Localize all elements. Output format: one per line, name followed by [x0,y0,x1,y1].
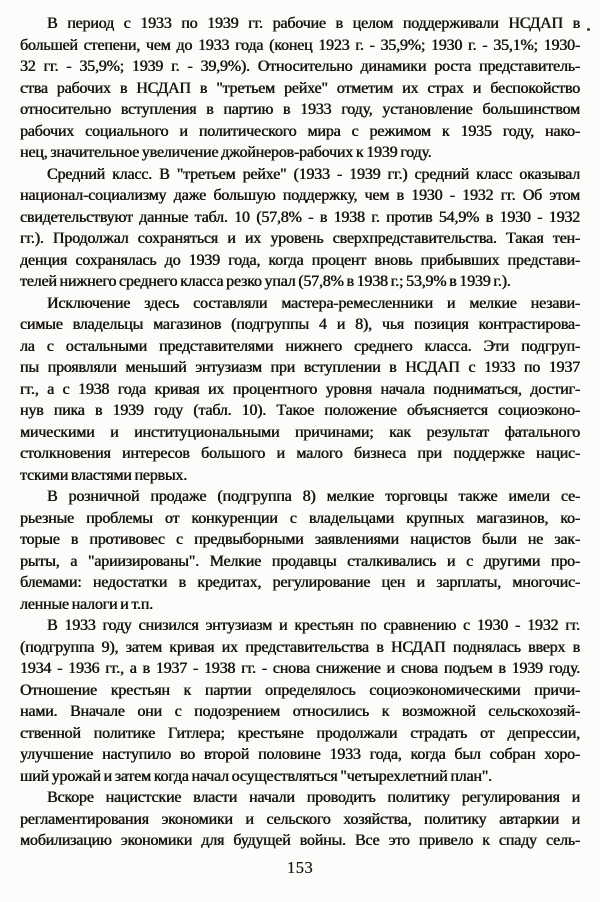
text-line: ший урожай и затем когда начал осуществляться "четырехлетний план". [20,767,492,785]
text-line: В период с 1933 по 1939 гг. рабочие в целом поддерживали НСДАП в [47,15,580,32]
text-line: нув пика в 1939 году (табл. 10). Такое положение объясняется социоэконо- [20,402,580,419]
text-line: относительно вступления в партию в 1933 году, установление большинством [20,101,580,118]
scan-speck [587,28,590,31]
text-line: улучшение наступило во второй половине 1933 года, когда был собран хоро- [20,746,580,763]
text-line: рыты, а "ариизированы". Мелкие продавцы сталкивались и с другими про- [20,552,580,570]
text-line: ственной политике Гитлера; крестьяне продолжали страдать от депрессии, [20,724,580,742]
text-line: пы проявляли меньший энтузиазм при вступлении в НСДАП с 1933 по 1937 [20,359,580,376]
text-line: мобилизацию экономики для будущей войны. Все это привело к спаду сель- [20,832,580,849]
text-line: гг., а с 1938 года кривая их процентного уровня начала подниматься, достиг- [20,380,580,398]
text-line: рьезные проблемы от конкуренции с владельцами крупных магазинов, ко- [20,509,580,527]
text-line: 1934 - 1936 гг., а в 1937 - 1938 гг. - снова снижение и снова подъем в 1939 году. [20,660,580,677]
paragraph [20,787,580,852]
text-line: Отношение крестьян к партии определялось социоэкономическими причи- [20,681,580,699]
text-line: свидетельствуют данные табл. 10 (57,8% - в 1938 г. против 54,9% в 1930 - 1932 [20,208,580,226]
text-line: (подгруппа 9), затем кривая их представительства в НСДАП поднялась вверх в [20,638,580,656]
text-line: ленные налоги и т.п. [20,595,153,613]
text-line: большей степени, чем до 1933 года (конец 1923 г. - 35,9%; 1930 г. - 35,1%; 1930- [20,36,580,54]
text-line: В розничной продаже (подгруппа 8) мелкие торговцы также имели се- [47,488,580,505]
text-line: гг.). Продолжал сохраняться и их уровень сверхпредставительства. Такая тен- [20,230,580,247]
text-line: столкновения интересов большого и малого бизнеса при поддержке нацис- [20,445,580,462]
paragraph [20,293,580,487]
text-line: ла с остальными представителями нижнего среднего класса. Эти подгруп- [20,337,580,355]
paragraph [20,164,580,293]
text-line: мическими и институциональными причинами; как результат фатального [20,423,580,441]
text-line: 32 гг. - 35,9%; 1939 г. - 39,9%). Относительно динамики роста представитель- [20,58,580,75]
text-line: Вскоре нацистские власти начали проводить политику регулирования и [47,789,580,806]
text-line: телей нижнего среднего класса резко упал (57,8% в 1938 г.; 53,9% в 1939 г.). [20,273,511,290]
paragraph [20,486,580,615]
text-line: денция сохранялась до 1939 года, когда процент вновь прибывших представи- [20,251,580,269]
paragraph [20,13,580,164]
text-line: Средний класс. В "третьем рейхе" (1933 - 1939 гг.) средний класс оказывал [47,165,580,183]
text-line: регламентирования экономики и сельского хозяйства, политику автаркии и [20,810,580,828]
paragraph [20,615,580,787]
text-line: Исключение здесь составляли мастера-ремесленники и мелкие незави- [47,294,580,312]
text-line: В 1933 году снизился энтузиазм и крестьян по сравнению с 1930 - 1932 гг. [47,617,580,634]
text-line: рабочих социального и политического мира с режимом к 1935 году, нако- [20,122,580,140]
text-line: тскими властями первых. [20,466,188,484]
text-line: нец, значительное увеличение джойнеров-рабочих к 1939 году. [20,144,432,161]
text-column [20,13,580,852]
text-line: блемами: недостатки в кредитах, регулирование цен и зарплаты, многочис- [20,574,580,591]
text-line: национал-социализму даже большую поддержку, чем в 1930 - 1932 гг. Об этом [20,187,580,204]
text-line: торые в противовес с предвыборными заявлениями нацистов были не зак- [20,531,580,548]
text-line: нами. Вначале они с подозрением относились к возможной сельскохозяй- [20,703,580,720]
page-number: 153 [286,858,314,877]
text-line: ства рабочих в НСДАП в "третьем рейхе" отметим их страх и беспокойство [20,79,580,97]
text-line: симые владельцы магазинов (подгруппы 4 и 8), чья позиция контрастирова- [20,316,580,333]
